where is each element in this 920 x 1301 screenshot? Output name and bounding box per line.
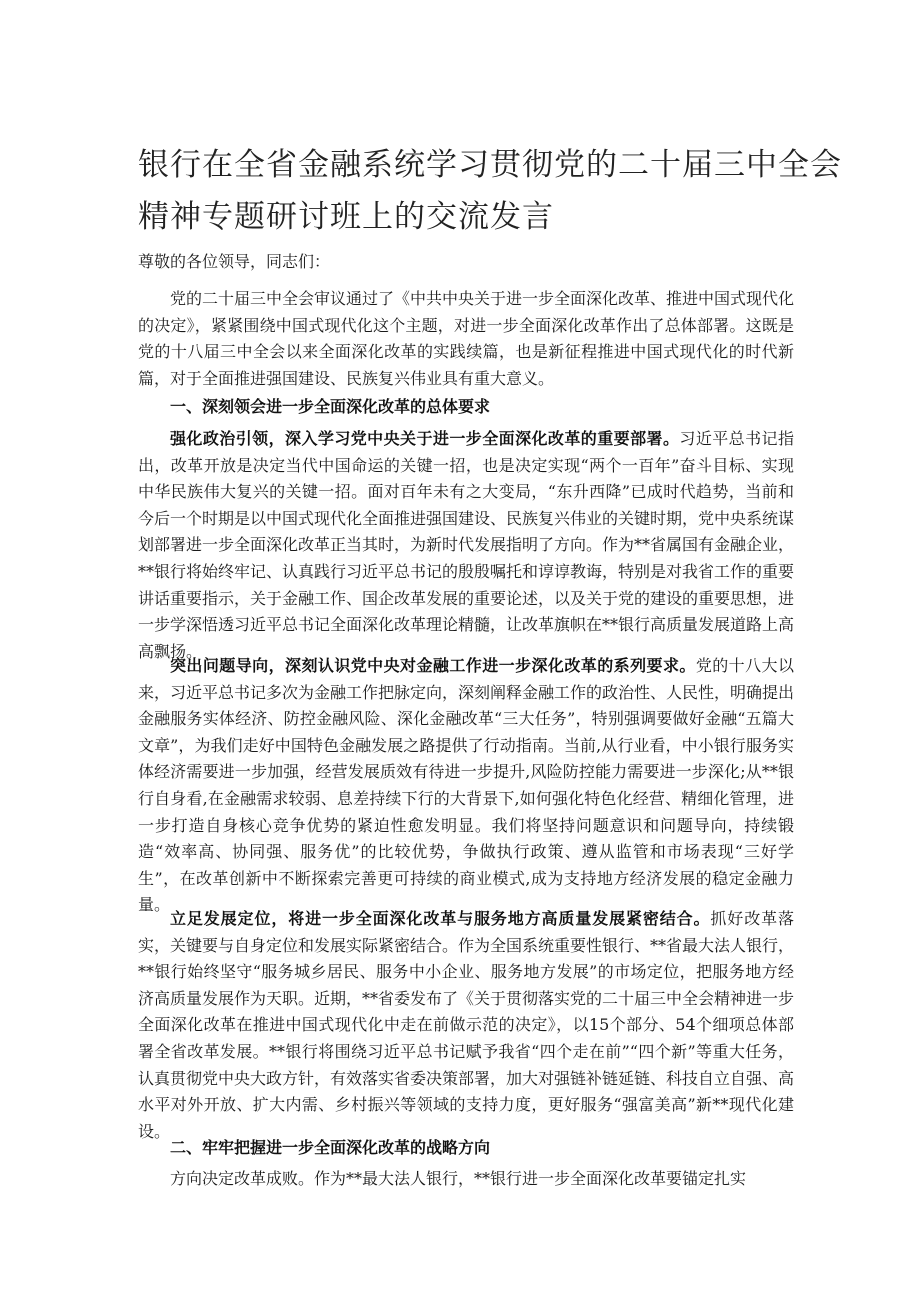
paragraph-strategic-direction: 方向决定改革成败。作为**最大法人银行，**银行进一步全面深化改革要锚定扎实: [170, 1169, 747, 1188]
paragraph-political-guidance: [138, 426, 794, 665]
document-title-line-1: 银行在全省金融系统学习贯彻党的二十届三中全会: [138, 147, 842, 183]
paragraph-body: 抓好改革落实，关键要与自身定位和发展实际紧密结合。作为全国系统重要性银行、**省最大法人银行，**银行始终坚守“服务城乡居民、服务中小企业、服务地方发展”的市场定位，把服务地方经济高质量发展作为天职。近期，**省委发布了《关于贯彻落实党的二十届三中全会精神进一步全面深化改革在推进中国式现代化中走在前做示范的决定》，以15个部分、54个细项总体部署全省改革发展。**银行将围绕习近平总书记赋予我省“四个走在前”“四个新”等重大任务，认真贯彻党中央大政方针，有效落实省委决策部署，加大对强链补链延链、科技自立自强、高水平对外开放、扩大内需、乡村振兴等领域的支持力度，更好服务“强富美高”新**现代化建设。: [138, 909, 795, 1141]
document-title-line-2: 精神专题研讨班上的交流发言: [138, 199, 554, 235]
paragraph-lead: 强化政治引领，深入学习党中央关于进一步全面深化改革的重要部署。: [170, 429, 680, 448]
paragraph-development-positioning: [138, 906, 794, 1145]
section-heading-2: 二、牢牢把握进一步全面深化改革的战略方向: [170, 1138, 491, 1157]
intro-paragraph: 党的二十届三中全会审议通过了《中共中央关于进一步全面深化改革、推进中国式现代化的决定》，紧紧围绕中国式现代化这个主题，对进一步全面深化改革作出了总体部署。这既是党的十八届三中全会以来全面深化改革的实践续篇，也是新征程推进中国式现代化的时代新篇，对于全面推进强国建设、民族复兴伟业具有重大意义。: [138, 289, 795, 388]
paragraph-body: 习近平总书记指出，改革开放是决定当代中国命运的关键一招，也是决定实现“两个一百年”奋斗目标、实现中华民族伟大复兴的关键一招。面对百年未有之大变局，“东升西降”已成时代趋势，当前和今后一个时期是以中国式现代化全面推进强国建设、民族复兴伟业的关键时期，党中央系统谋划部署进一步全面深化改革正当其时，为新时代发展指明了方向。作为**省属国有金融企业，**银行将始终牢记、认真践行习近平总书记的殷殷嘱托和谆谆教诲，特别是对我省工作的重要讲话重要指示，关于金融工作、国企改革发展的重要论述，以及关于党的建设的重要思想，进一步学深悟透习近平总书记全面深化改革理论精髓，让改革旗帜在**银行高质量发展道路上高高飘扬。: [138, 429, 795, 661]
salutation: 尊敬的各位领导，同志们：: [138, 252, 331, 271]
section-heading-1: 一、深刻领会进一步全面深化改革的总体要求: [170, 397, 491, 416]
paragraph-body: 党的十八大以来，习近平总书记多次为金融工作把脉定向，深刻阐释金融工作的政治性、人民性，明确提出金融服务实体经济、防控金融风险、深化金融改革“三大任务”，特别强调要做好金融“五篇大文章”，为我们走好中国特色金融发展之路提供了行动指南。当前,从行业看，中小银行服务实体经济需要进一步加强，经营发展质效有待进一步提升,风险防控能力需要进一步深化;从**银行自身看,在金融需求较弱、息差持续下行的大背景下,如何强化特色化经营、精细化管理，进一步打造自身核心竞争优势的紧迫性愈发明显。我们将坚持问题意识和问题导向，持续锻造“效率高、协同强、服务优”的比较优势，争做执行政策、遵从监管和市场表现“三好学生”，在改革创新中不断探索完善更可持续的商业模式,成为支持地方经济发展的稳定金融力量。: [138, 656, 795, 915]
paragraph-lead: 突出问题导向，深刻认识党中央对金融工作进一步深化改革的系列要求。: [170, 656, 696, 675]
paragraph-lead: 立足发展定位，将进一步全面深化改革与服务地方高质量发展紧密结合。: [170, 909, 711, 928]
paragraph-problem-orientation: [138, 653, 794, 919]
